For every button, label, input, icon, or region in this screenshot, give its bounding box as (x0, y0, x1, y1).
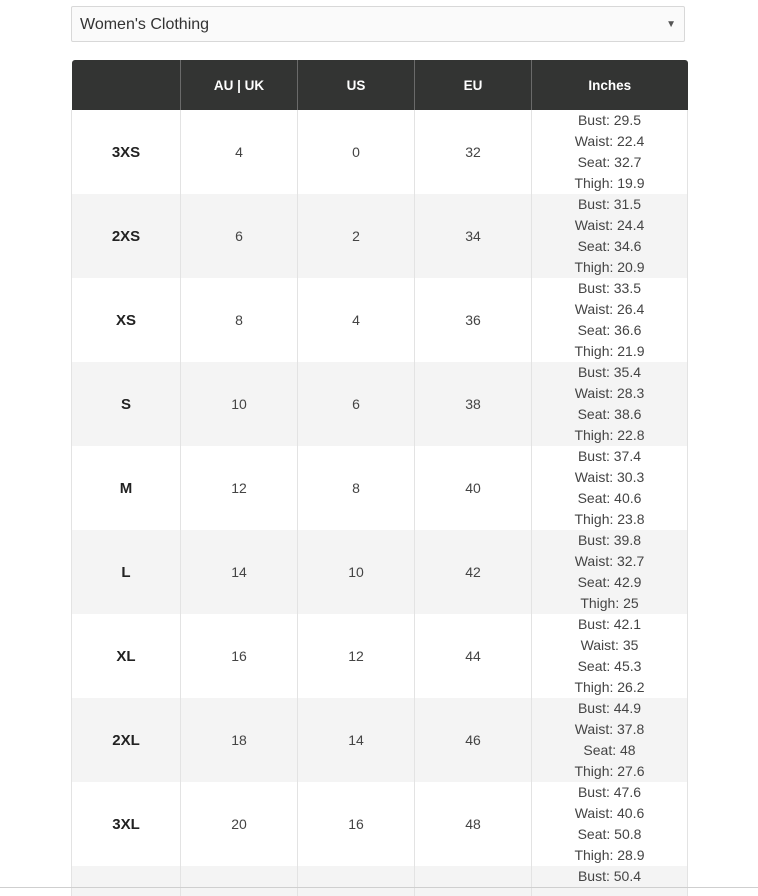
inches-cell (532, 698, 688, 782)
size-label: 3XL (72, 782, 181, 866)
chevron-down-icon[interactable]: ▼ (666, 19, 676, 30)
size-label (72, 866, 181, 896)
size-label: XL (72, 614, 181, 698)
size-label: 2XS (72, 194, 181, 278)
divider (0, 887, 758, 888)
au-uk-value: 4 (181, 110, 298, 194)
us-value: 4 (298, 278, 415, 362)
measurement-line: Bust: 29.5 (577, 112, 642, 128)
table-row (72, 782, 688, 866)
measurement-line: Waist: 22.4 (574, 133, 645, 149)
au-uk-value: 10 (181, 362, 298, 446)
measurement-line: Seat: 45.3 (577, 658, 642, 674)
measurement-line: Thigh: 21.9 (574, 343, 645, 359)
measurement-line: Waist: 32.7 (574, 553, 645, 569)
size-label: M (72, 446, 181, 530)
measurement-line: Bust: 37.4 (577, 448, 642, 464)
measurement-line: Bust: 50.4 (577, 868, 642, 884)
inches-cell (532, 110, 688, 194)
measurement-line: Seat: 42.9 (577, 574, 642, 590)
size-label: XS (72, 278, 181, 362)
size-chart-table (71, 60, 688, 896)
measurement-line: Waist: 37.8 (574, 721, 645, 737)
size-label: L (72, 530, 181, 614)
us-value: 8 (298, 446, 415, 530)
eu-value: 48 (415, 782, 532, 866)
header-eu: EU (415, 60, 532, 110)
us-value: 10 (298, 530, 415, 614)
inches-cell (532, 782, 688, 866)
table-row (72, 866, 688, 896)
inches-cell (532, 866, 688, 896)
inches-cell (532, 614, 688, 698)
measurement-line: Seat: 36.6 (577, 322, 642, 338)
measurement-line: Seat: 48 (583, 742, 636, 758)
inches-cell (532, 362, 688, 446)
measurement-line: Bust: 42.1 (577, 616, 642, 632)
measurement-line: Bust: 44.9 (577, 700, 642, 716)
eu-value: 34 (415, 194, 532, 278)
us-value: 6 (298, 362, 415, 446)
eu-value: 38 (415, 362, 532, 446)
measurement-line: Thigh: 25 (580, 595, 639, 611)
table-body (72, 110, 688, 896)
header-au-uk: AU | UK (181, 60, 298, 110)
au-uk-value: 6 (181, 194, 298, 278)
au-uk-value: 18 (181, 698, 298, 782)
measurement-line: Waist: 40.6 (574, 805, 645, 821)
measurement-line: Thigh: 20.9 (574, 259, 645, 275)
measurement-line: Waist: 26.4 (574, 301, 645, 317)
eu-value: 44 (415, 614, 532, 698)
inches-cell (532, 530, 688, 614)
measurement-line: Seat: 38.6 (577, 406, 642, 422)
eu-value: 46 (415, 698, 532, 782)
table-header-row (72, 60, 688, 110)
au-uk-value (181, 866, 298, 896)
size-label: 2XL (72, 698, 181, 782)
us-value: 14 (298, 698, 415, 782)
au-uk-value: 8 (181, 278, 298, 362)
measurement-line: Waist: 30.3 (574, 469, 645, 485)
measurement-line: Waist: 28.3 (574, 385, 645, 401)
table-row (72, 530, 688, 614)
header-size (72, 60, 181, 110)
table-row (72, 362, 688, 446)
measurement-line: Bust: 47.6 (577, 784, 642, 800)
au-uk-value: 16 (181, 614, 298, 698)
us-value (298, 866, 415, 896)
measurement-line: Thigh: 26.2 (574, 679, 645, 695)
header-us: US (298, 60, 415, 110)
size-label: 3XS (72, 110, 181, 194)
table-row (72, 278, 688, 362)
eu-value (415, 866, 532, 896)
inches-cell (532, 446, 688, 530)
measurement-line: Seat: 32.7 (577, 154, 642, 170)
us-value: 0 (298, 110, 415, 194)
us-value: 16 (298, 782, 415, 866)
measurement-line: Thigh: 23.8 (574, 511, 645, 527)
category-select-value: Women's Clothing (80, 16, 210, 33)
au-uk-value: 12 (181, 446, 298, 530)
table-row (72, 698, 688, 782)
measurement-line: Seat: 40.6 (577, 490, 642, 506)
eu-value: 40 (415, 446, 532, 530)
measurement-line: Thigh: 27.6 (574, 763, 645, 779)
au-uk-value: 20 (181, 782, 298, 866)
measurement-line: Waist: 35 (580, 637, 639, 653)
us-value: 12 (298, 614, 415, 698)
measurement-line: Thigh: 19.9 (574, 175, 645, 191)
eu-value: 42 (415, 530, 532, 614)
measurement-line: Bust: 33.5 (577, 280, 642, 296)
measurement-line: Bust: 31.5 (577, 196, 642, 212)
header-inches: Inches (532, 60, 688, 110)
table-row (72, 614, 688, 698)
measurement-line: Waist: 24.4 (574, 217, 645, 233)
measurement-line: Thigh: 28.9 (574, 847, 645, 863)
us-value: 2 (298, 194, 415, 278)
inches-cell (532, 194, 688, 278)
eu-value: 36 (415, 278, 532, 362)
table-row (72, 110, 688, 194)
category-select[interactable] (71, 6, 685, 42)
size-label: S (72, 362, 181, 446)
au-uk-value: 14 (181, 530, 298, 614)
measurement-line: Bust: 35.4 (577, 364, 642, 380)
table-row (72, 194, 688, 278)
measurement-line: Bust: 39.8 (577, 532, 642, 548)
measurement-line: Seat: 50.8 (577, 826, 642, 842)
inches-cell (532, 278, 688, 362)
eu-value: 32 (415, 110, 532, 194)
measurement-line: Seat: 34.6 (577, 238, 642, 254)
table-row (72, 446, 688, 530)
measurement-line: Thigh: 22.8 (574, 427, 645, 443)
